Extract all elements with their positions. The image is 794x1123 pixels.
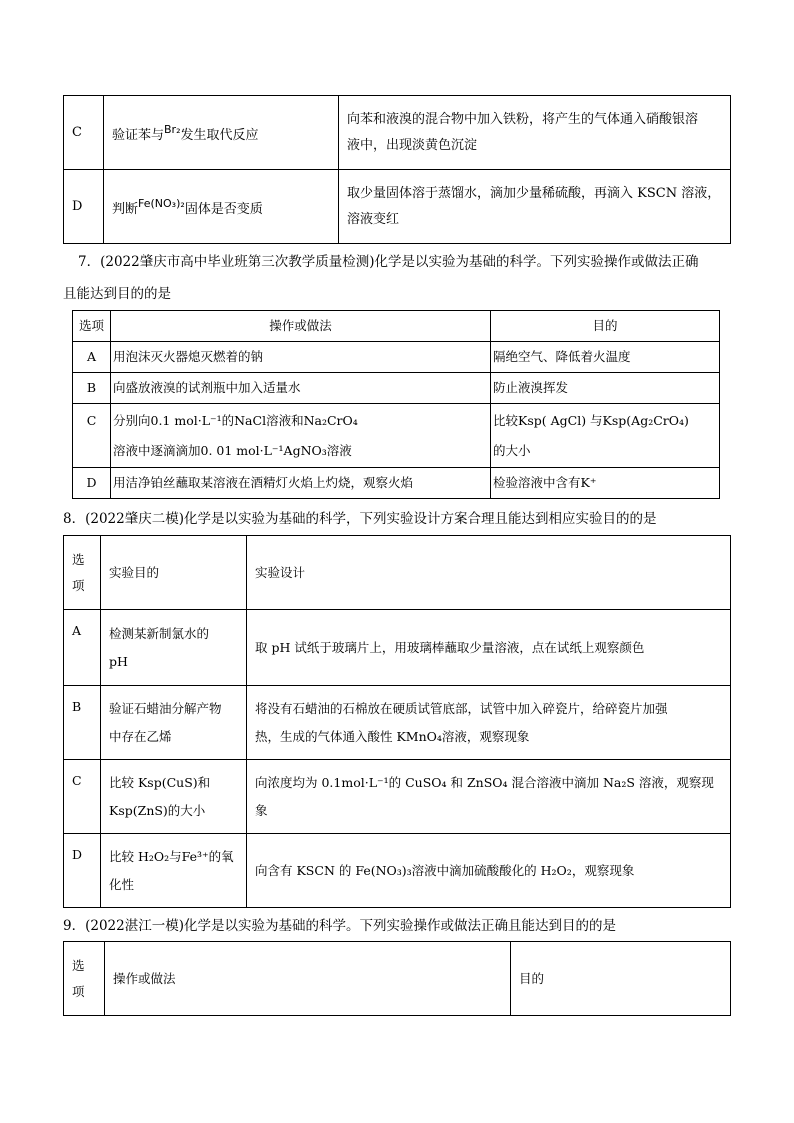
column-header: 实验设计: [247, 536, 731, 610]
goal-line: 比较Ksp( AgCl) 与Ksp(Ag₂CrO₄): [493, 412, 689, 428]
table-header-row: [64, 942, 731, 1016]
goal-cell: [101, 834, 247, 908]
table-row: [73, 468, 720, 499]
header-line: 项: [72, 983, 85, 999]
option-cell: D: [64, 170, 104, 244]
design-line: 热，生成的气体通入酸性 KMnO₄溶液，观察现象: [255, 728, 530, 744]
goal-cell: [491, 404, 720, 468]
design-line: 向含有 KSCN 的 Fe(NO₃)₃溶液中滴加硫酸酸化的 H₂O₂，观察现象: [255, 862, 635, 878]
purpose-text: 固体是否变质: [184, 201, 263, 217]
column-header: 操作或做法: [105, 942, 511, 1016]
formula: Br₂: [164, 122, 181, 136]
operation-cell: 向盛放液溴的试剂瓶中加入适量水: [111, 373, 491, 404]
q7-table: [72, 310, 720, 499]
design-line: 取 pH 试纸于玻璃片上，用玻璃棒蘸取少量溶液，点在试纸上观察颜色: [255, 639, 645, 655]
goal-line: pH: [109, 653, 128, 669]
header-line: 选: [72, 551, 85, 567]
option-cell: C: [73, 404, 111, 468]
table-row: [64, 610, 731, 686]
action-line: 液中，出现淡黄色沉淀: [347, 137, 478, 153]
column-header: [64, 536, 101, 610]
option-cell: B: [64, 686, 101, 760]
operation-cell: 用洁净铂丝蘸取某溶液在酒精灯火焰上灼烧，观察火焰: [111, 468, 491, 499]
goal-line: 比较 Ksp(CuS)和: [109, 774, 211, 790]
q8-table: [63, 535, 731, 908]
question-7-line2: 且能达到目的的是: [63, 286, 171, 302]
option-cell: A: [73, 342, 111, 373]
operation-cell: [111, 404, 491, 468]
goal-line: 检测某新制氯水的: [109, 625, 210, 641]
design-cell: [247, 610, 731, 686]
column-header: 目的: [511, 942, 731, 1016]
action-cell: [339, 96, 731, 170]
top-table: [63, 95, 731, 244]
goal-line: 的大小: [493, 442, 531, 458]
goal-line: 比较 H₂O₂与Fe³⁺的氧: [109, 848, 234, 864]
column-header: 操作或做法: [111, 311, 491, 342]
column-header: 实验目的: [101, 536, 247, 610]
goal-line: 验证石蜡油分解产物: [109, 700, 222, 716]
purpose-text: 验证苯与: [112, 127, 165, 143]
purpose-cell: [104, 96, 339, 170]
question-7-line1: 7．(2022肇庆市高中毕业班第三次教学质量检测)化学是以实验为基础的科学。下列实验操作或做法正确: [78, 254, 699, 270]
purpose-text: 判断: [112, 201, 139, 217]
purpose-text: 发生取代反应: [180, 127, 259, 143]
option-cell: B: [73, 373, 111, 404]
table-row: [64, 834, 731, 908]
question-8-line: 8．(2022肇庆二模)化学是以实验为基础的科学，下列实验设计方案合理且能达到相应实验目的的是: [63, 511, 657, 527]
option-cell: A: [64, 610, 101, 686]
design-cell: [247, 760, 731, 834]
action-line: 取少量固体溶于蒸馏水，滴加少量稀硫酸，再滴入 KSCN 溶液，: [347, 185, 721, 201]
goal-cell: [101, 760, 247, 834]
table-row: [64, 170, 731, 244]
q9-table: [63, 941, 731, 1016]
goal-line: 中存在乙烯: [109, 728, 172, 744]
goal-cell: 防止液溴挥发: [491, 373, 720, 404]
header-line: 项: [72, 577, 85, 593]
column-header: [64, 942, 105, 1016]
table-row: [64, 686, 731, 760]
table-header-row: [73, 311, 720, 342]
design-line: 向浓度均为 0.1mol·L⁻¹的 CuSO₄ 和 ZnSO₄ 混合溶液中滴加 Na₂S 溶液，观察现: [255, 774, 714, 790]
operation-cell: 用泡沫灭火器熄灭燃着的钠: [111, 342, 491, 373]
design-cell: [247, 686, 731, 760]
design-cell: [247, 834, 731, 908]
goal-line: 化性: [109, 876, 135, 892]
option-cell: D: [64, 834, 101, 908]
table-row: [64, 96, 731, 170]
formula: Fe(NO₃)₂: [138, 196, 185, 210]
column-header: 选项: [73, 311, 111, 342]
column-header: 目的: [491, 311, 720, 342]
goal-line: Ksp(ZnS)的大小: [109, 802, 206, 818]
table-row: [64, 760, 731, 834]
goal-cell: 检验溶液中含有K⁺: [491, 468, 720, 499]
purpose-cell: [104, 170, 339, 244]
table-header-row: [64, 536, 731, 610]
table-row: [73, 342, 720, 373]
design-line: 象: [255, 802, 268, 818]
goal-cell: 隔绝空气、降低着火温度: [491, 342, 720, 373]
option-cell: D: [73, 468, 111, 499]
operation-line: 溶液中逐滴滴加0. 01 mol·L⁻¹AgNO₃溶液: [113, 442, 352, 458]
header-line: 选: [72, 957, 85, 973]
option-cell: C: [64, 760, 101, 834]
action-line: 溶液变红: [347, 211, 400, 227]
design-line: 将没有石蜡油的石棉放在硬质试管底部，试管中加入碎瓷片，给碎瓷片加强: [255, 700, 668, 716]
action-cell: [339, 170, 731, 244]
operation-line: 分别向0.1 mol·L⁻¹的NaCl溶液和Na₂CrO₄: [113, 412, 358, 428]
question-9-line: 9．(2022湛江一模)化学是以实验为基础的科学。下列实验操作或做法正确且能达到目的的是: [63, 918, 616, 934]
option-cell: C: [64, 96, 104, 170]
table-row: [73, 373, 720, 404]
table-row: [73, 404, 720, 468]
goal-cell: [101, 686, 247, 760]
action-line: 向苯和液溴的混合物中加入铁粉，将产生的气体通入硝酸银溶: [347, 111, 699, 127]
goal-cell: [101, 610, 247, 686]
